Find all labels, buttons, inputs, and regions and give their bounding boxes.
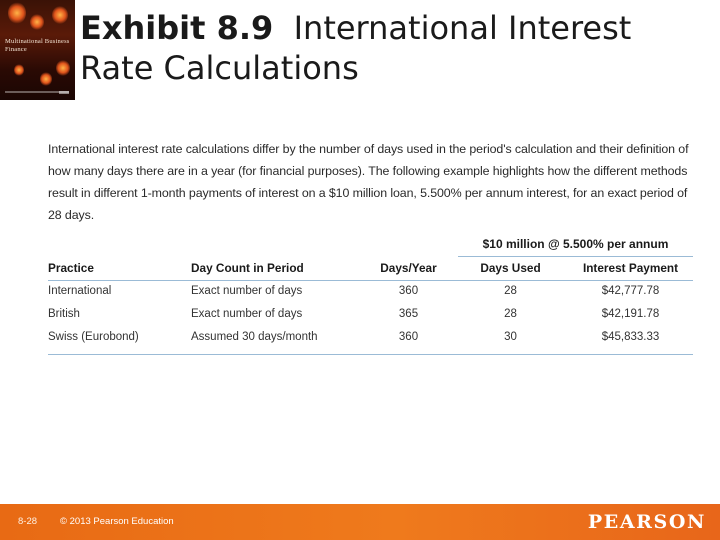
- column-header-days-year: Days/Year: [380, 261, 437, 275]
- cell-days-year: 360: [398, 285, 419, 297]
- column-header-days-used: Days Used: [480, 261, 541, 275]
- cover-title: Multinational Business Finance: [5, 38, 70, 53]
- cell-day-count: Exact number of days: [191, 285, 303, 297]
- pearson-logo: PEARSON: [587, 511, 706, 533]
- column-header-interest-payment: Interest Payment: [582, 261, 679, 275]
- cell-days-used: 28: [504, 308, 517, 320]
- column-header-day-count: Day Count in Period: [191, 261, 304, 275]
- cell-practice: British: [48, 308, 80, 320]
- lantern-glow: [56, 60, 70, 76]
- lantern-glow: [30, 14, 44, 30]
- cell-interest-payment: $42,191.78: [601, 308, 660, 320]
- cell-interest-payment: $42,777.78: [601, 285, 660, 297]
- lantern-glow: [8, 2, 26, 24]
- cell-day-count: Assumed 30 days/month: [191, 331, 318, 343]
- cell-days-used: 30: [504, 331, 517, 343]
- table-row: [48, 326, 693, 349]
- cell-days-year: 365: [398, 308, 419, 320]
- lantern-glow: [40, 72, 52, 86]
- footer-bar: [0, 504, 720, 540]
- cell-practice: International: [48, 285, 112, 297]
- book-cover-image: [0, 0, 75, 100]
- table-row: [48, 303, 693, 326]
- column-header-practice: Practice: [48, 261, 94, 275]
- cell-practice: Swiss (Eurobond): [48, 331, 139, 343]
- cell-interest-payment: $45,833.33: [601, 331, 660, 343]
- slide-title: [80, 8, 700, 88]
- page-number: 8-28: [18, 516, 38, 527]
- cell-day-count: Exact number of days: [191, 308, 303, 320]
- exhibit-number: Exhibit 8.9: [80, 9, 274, 47]
- intro-paragraph: International interest rate calculations differ by the number of days used in the period's calculation and their definition of how many days there are in a year (for financial purposes). The following example highlights how the different methods result in different 1-month payments of interest on a $10 million loan, 5.500% per annum interest, for an exact period of 28 days.: [48, 142, 689, 222]
- lantern-glow: [52, 6, 68, 24]
- table-row: [48, 280, 693, 303]
- copyright-notice: © 2013 Pearson Education: [60, 516, 174, 527]
- table-bottom-rule: [48, 354, 693, 355]
- table-header-row: [48, 257, 693, 280]
- cell-days-used: 28: [504, 285, 517, 297]
- cover-publisher-mark: [59, 91, 69, 94]
- lantern-glow: [14, 64, 24, 76]
- cell-days-year: 360: [398, 331, 419, 343]
- group-header: $10 million @ 5.500% per annum: [482, 237, 669, 251]
- exhibit-title: International Interest Rate Calculations: [80, 9, 632, 87]
